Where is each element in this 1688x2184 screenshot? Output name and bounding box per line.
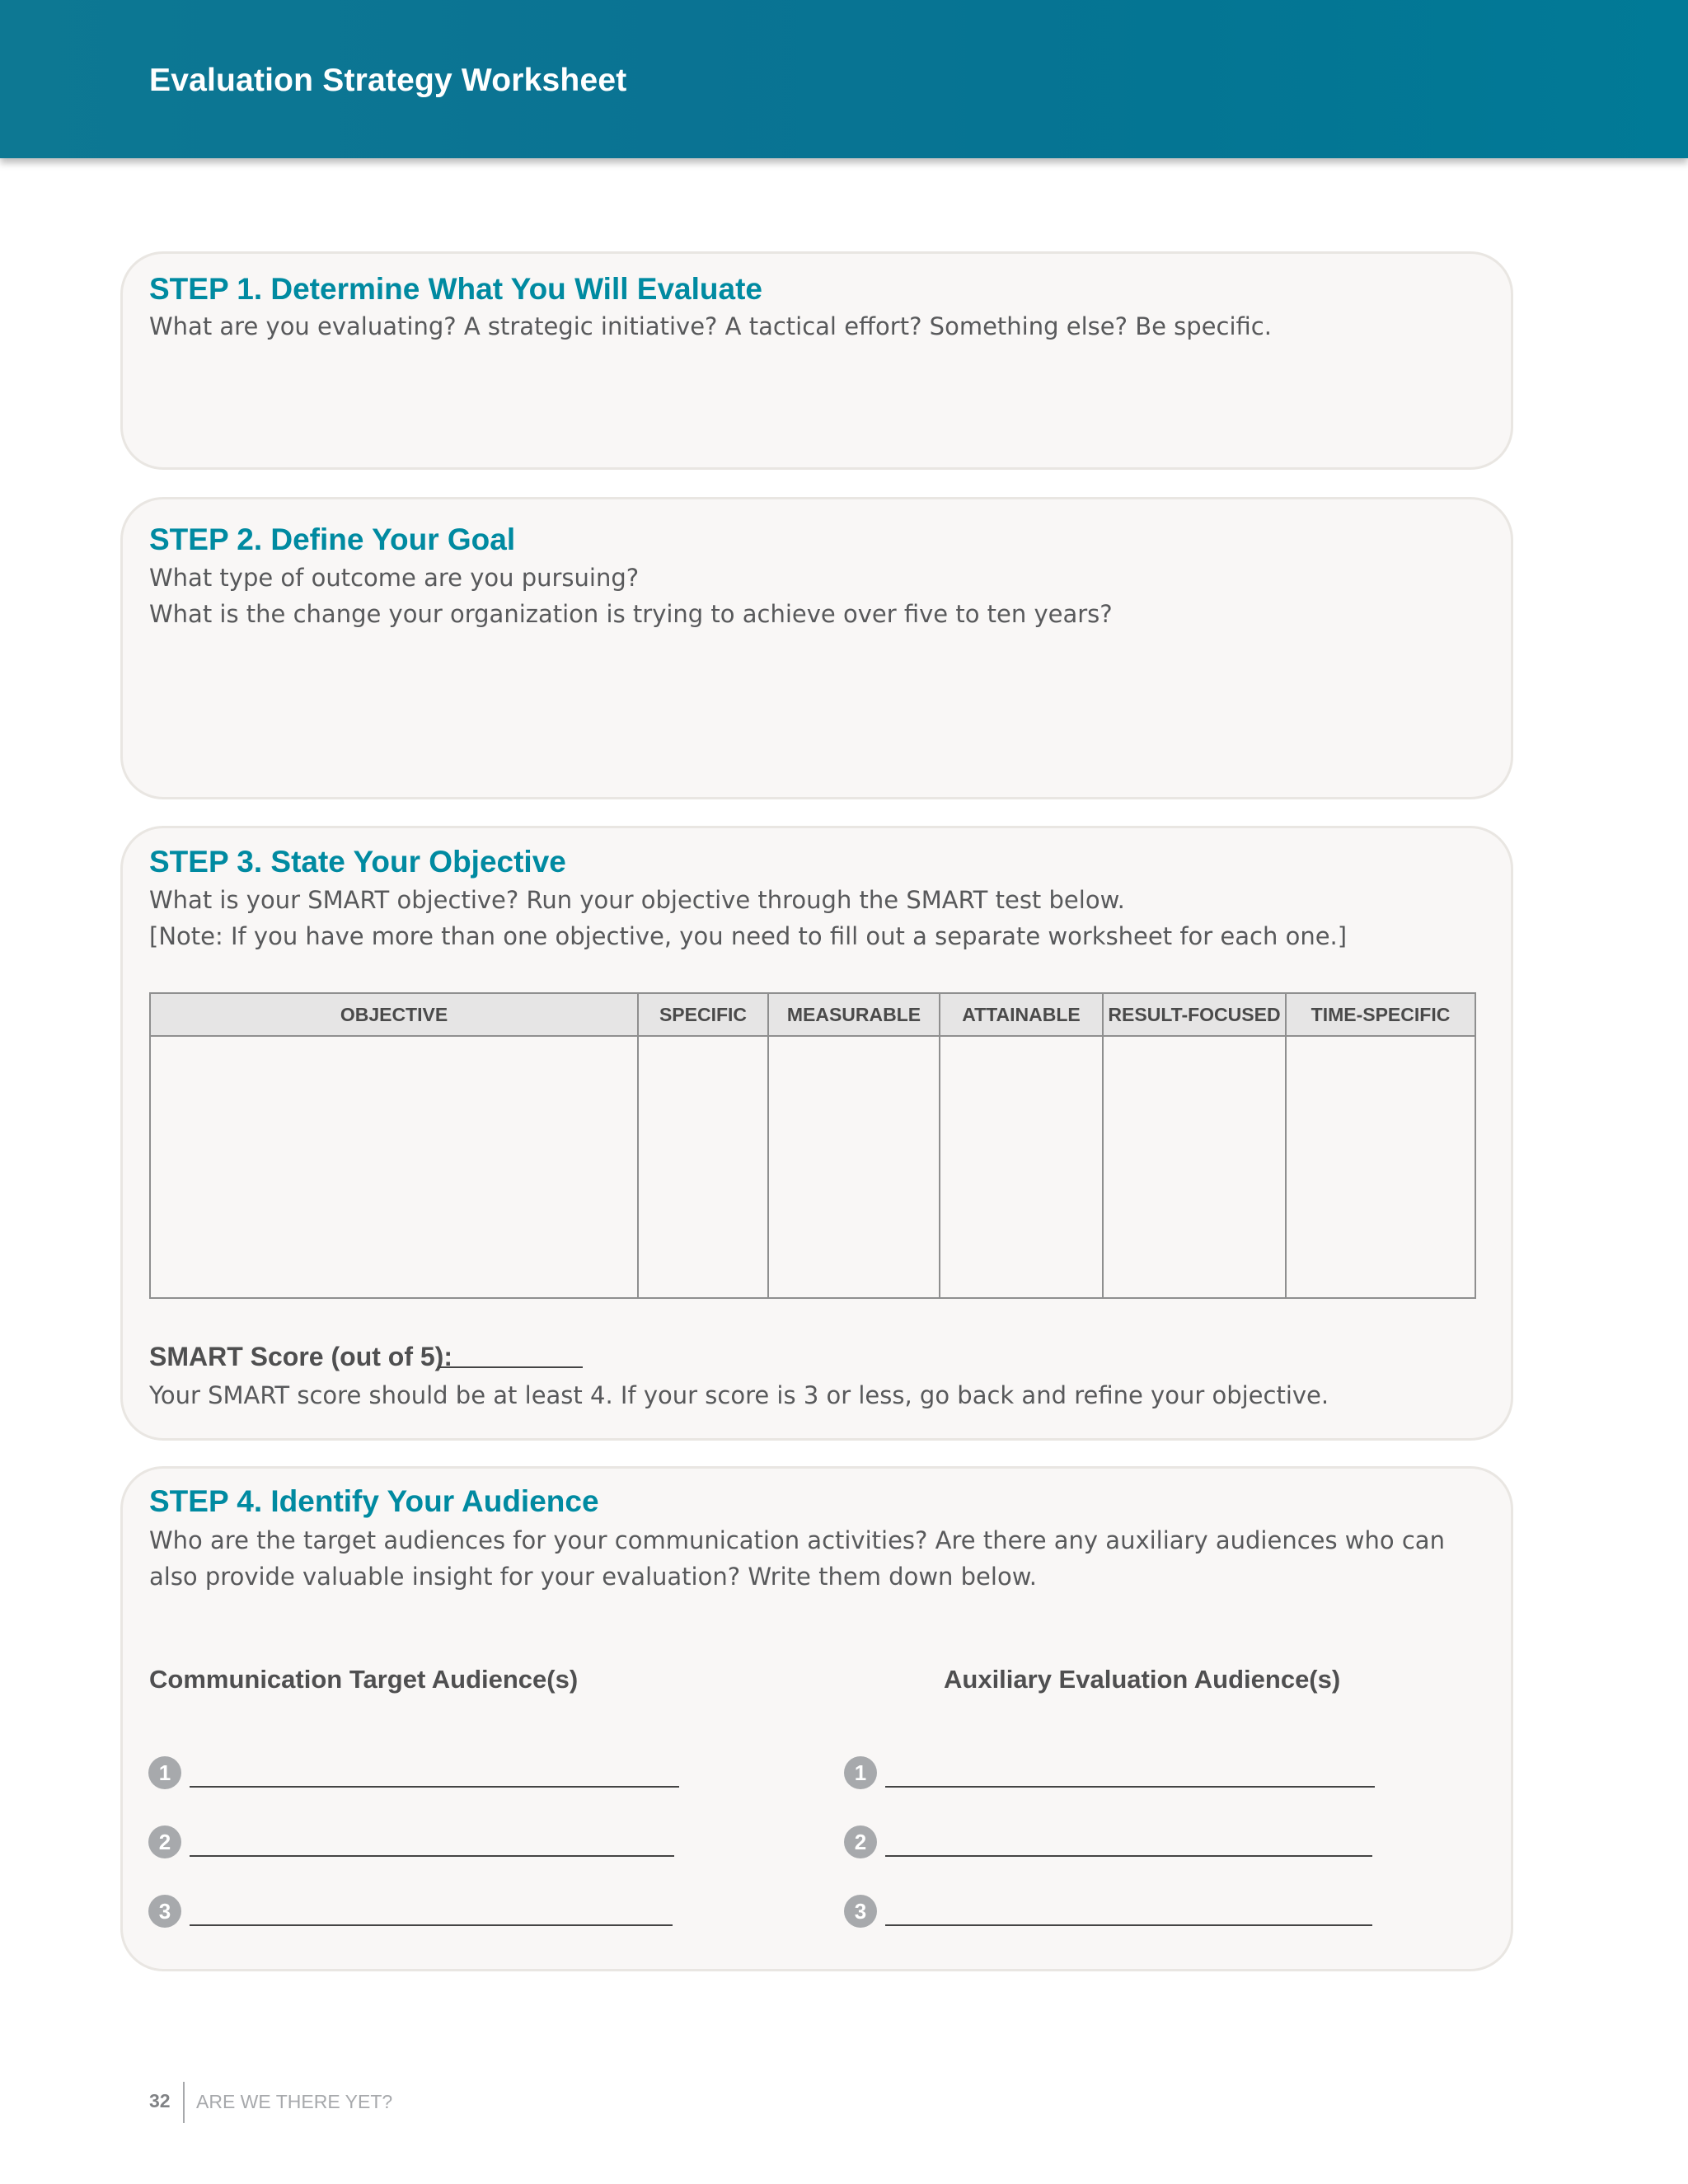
page-title: Evaluation Strategy Worksheet — [149, 63, 627, 98]
running-title: ARE WE THERE YET? — [196, 2091, 393, 2112]
header-measurable: MEASURABLE — [768, 993, 940, 1036]
step3-title: STEP 3. State Your Objective — [149, 845, 566, 879]
auxiliary-audience-field-2[interactable] — [885, 1855, 1372, 1857]
target-audience-field-3[interactable] — [190, 1924, 673, 1926]
result-focused-cell[interactable] — [1103, 1036, 1286, 1298]
auxiliary-audience-field-1[interactable] — [885, 1786, 1375, 1788]
number-badge-2: 2 — [148, 1825, 181, 1858]
page-number: 32 — [149, 2090, 171, 2111]
step2-title: STEP 2. Define Your Goal — [149, 523, 516, 556]
attainable-cell[interactable] — [940, 1036, 1103, 1298]
smart-score-note: Your SMART score should be at least 4. If your score is 3 or less, go back and refine your objective. — [149, 1381, 1329, 1409]
step4-prompt-line-1: Who are the target audiences for your communication activities? Are there any auxiliary audiences who can — [149, 1526, 1445, 1554]
target-audience-field-1[interactable] — [190, 1786, 679, 1788]
step4-title: STEP 4. Identify Your Audience — [149, 1484, 599, 1518]
number-badge-1: 1 — [148, 1756, 181, 1789]
number-badge-2: 2 — [844, 1825, 877, 1858]
step1-title: STEP 1. Determine What You Will Evaluate — [149, 272, 762, 306]
step1-prompt: What are you evaluating? A strategic initiative? A tactical effort? Something else? Be specific. — [149, 312, 1272, 340]
number-badge-3: 3 — [844, 1895, 877, 1928]
header-attainable: ATTAINABLE — [940, 993, 1103, 1036]
number-badge-1: 1 — [844, 1756, 877, 1789]
table-header-row — [150, 993, 1475, 1036]
number-badge-3: 3 — [148, 1895, 181, 1928]
step3-prompt-line-1: What is your SMART objective? Run your objective through the SMART test below. — [149, 886, 1125, 914]
auxiliary-evaluation-heading: Auxiliary Evaluation Audience(s) — [944, 1665, 1341, 1694]
smart-test-table — [149, 992, 1476, 1299]
table-row — [150, 1036, 1475, 1298]
objective-cell[interactable] — [150, 1036, 638, 1298]
communication-target-heading: Communication Target Audience(s) — [149, 1665, 579, 1694]
header-specific: SPECIFIC — [638, 993, 768, 1036]
smart-score-label: SMART Score (out of 5): — [149, 1342, 452, 1371]
auxiliary-audience-field-3[interactable] — [885, 1924, 1372, 1926]
step2-prompt-line-1: What type of outcome are you pursuing? — [149, 564, 640, 592]
step4-prompt-line-2: also provide valuable insight for your evaluation? Write them down below. — [149, 1563, 1037, 1591]
header-result-focused: RESULT-FOCUSED — [1103, 993, 1286, 1036]
header-objective: OBJECTIVE — [150, 993, 638, 1036]
step2-prompt-line-2: What is the change your organization is trying to achieve over five to ten years? — [149, 600, 1113, 628]
footer-divider — [183, 2082, 185, 2123]
header-time-specific: TIME-SPECIFIC — [1286, 993, 1475, 1036]
step3-prompt-line-2: [Note: If you have more than one objective, you need to fill out a separate worksheet for each one.] — [149, 922, 1348, 950]
time-specific-cell[interactable] — [1286, 1036, 1475, 1298]
header-banner — [0, 0, 1688, 158]
specific-cell[interactable] — [638, 1036, 768, 1298]
target-audience-field-2[interactable] — [190, 1855, 674, 1857]
measurable-cell[interactable] — [768, 1036, 940, 1298]
smart-score-field[interactable] — [438, 1366, 583, 1368]
